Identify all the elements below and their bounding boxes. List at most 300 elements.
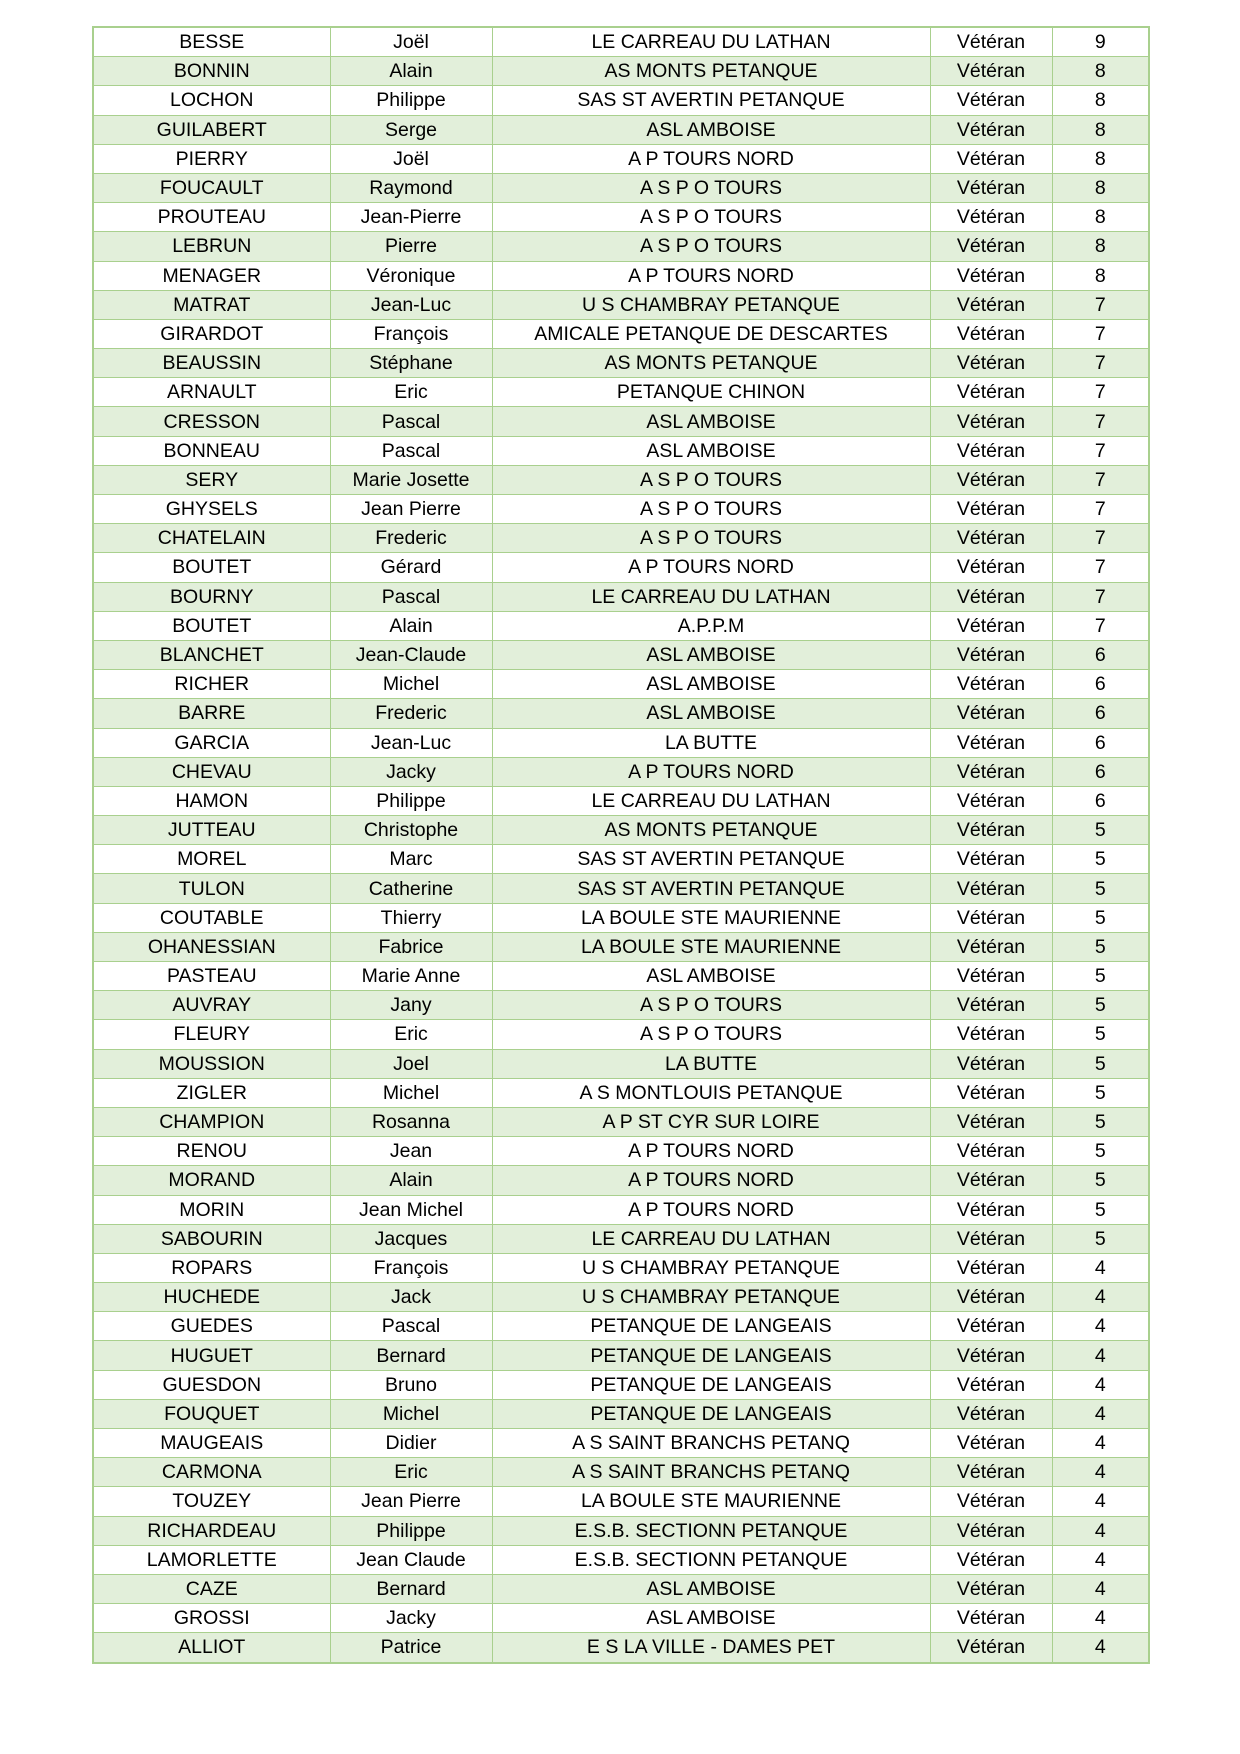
table-row [93,261,1149,290]
points-cell: 7 [1052,553,1149,582]
points-cell: 6 [1052,757,1149,786]
points-cell: 8 [1052,144,1149,173]
table-row [93,524,1149,553]
first-name-cell: Rosanna [330,1107,492,1136]
category-cell: Vétéran [930,495,1052,524]
points-cell: 5 [1052,991,1149,1020]
first-name-cell: Jean-Luc [330,728,492,757]
last-name-cell: FOUCAULT [93,173,330,202]
last-name-cell: COUTABLE [93,903,330,932]
first-name-cell: Pierre [330,232,492,261]
points-cell: 6 [1052,699,1149,728]
last-name-cell: GHYSELS [93,495,330,524]
last-name-cell: PIERRY [93,144,330,173]
club-cell: E S LA VILLE - DAMES PET [492,1633,930,1663]
points-cell: 4 [1052,1487,1149,1516]
category-cell: Vétéran [930,319,1052,348]
table-row [93,1458,1149,1487]
category-cell: Vétéran [930,407,1052,436]
last-name-cell: ALLIOT [93,1633,330,1663]
club-cell: ASL AMBOISE [492,115,930,144]
category-cell: Vétéran [930,1341,1052,1370]
club-cell: A P TOURS NORD [492,261,930,290]
last-name-cell: MENAGER [93,261,330,290]
category-cell: Vétéran [930,1253,1052,1282]
ranking-table [92,26,1150,1664]
first-name-cell: Joël [330,144,492,173]
last-name-cell: BESSE [93,27,330,57]
category-cell: Vétéran [930,757,1052,786]
table-row [93,903,1149,932]
last-name-cell: GARCIA [93,728,330,757]
last-name-cell: LAMORLETTE [93,1545,330,1574]
club-cell: PETANQUE DE LANGEAIS [492,1370,930,1399]
table-row [93,495,1149,524]
table-row [93,1399,1149,1428]
points-cell: 7 [1052,290,1149,319]
last-name-cell: ROPARS [93,1253,330,1282]
first-name-cell: Eric [330,378,492,407]
club-cell: LA BUTTE [492,728,930,757]
table-row [93,144,1149,173]
last-name-cell: MATRAT [93,290,330,319]
last-name-cell: HUCHEDE [93,1283,330,1312]
points-cell: 5 [1052,962,1149,991]
table-row [93,553,1149,582]
points-cell: 5 [1052,1078,1149,1107]
last-name-cell: RENOU [93,1137,330,1166]
category-cell: Vétéran [930,144,1052,173]
last-name-cell: BLANCHET [93,640,330,669]
last-name-cell: GUEDES [93,1312,330,1341]
club-cell: A.P.P.M [492,611,930,640]
points-cell: 5 [1052,1137,1149,1166]
club-cell: AS MONTS PETANQUE [492,57,930,86]
points-cell: 8 [1052,173,1149,202]
club-cell: ASL AMBOISE [492,640,930,669]
club-cell: PETANQUE DE LANGEAIS [492,1341,930,1370]
last-name-cell: RICHARDEAU [93,1516,330,1545]
points-cell: 8 [1052,86,1149,115]
category-cell: Vétéran [930,524,1052,553]
club-cell: LA BOULE STE MAURIENNE [492,1487,930,1516]
points-cell: 5 [1052,903,1149,932]
category-cell: Vétéran [930,874,1052,903]
table-row [93,1604,1149,1633]
club-cell: E.S.B. SECTIONN PETANQUE [492,1516,930,1545]
points-cell: 5 [1052,1107,1149,1136]
category-cell: Vétéran [930,816,1052,845]
category-cell: Vétéran [930,932,1052,961]
club-cell: A S SAINT BRANCHS PETANQ [492,1458,930,1487]
last-name-cell: TULON [93,874,330,903]
last-name-cell: ZIGLER [93,1078,330,1107]
club-cell: LE CARREAU DU LATHAN [492,27,930,57]
points-cell: 7 [1052,582,1149,611]
table-row [93,1341,1149,1370]
last-name-cell: BONNEAU [93,436,330,465]
club-cell: LA BUTTE [492,1049,930,1078]
table-row [93,1049,1149,1078]
points-cell: 5 [1052,1049,1149,1078]
club-cell: ASL AMBOISE [492,962,930,991]
club-cell: SAS ST AVERTIN PETANQUE [492,845,930,874]
club-cell: ASL AMBOISE [492,436,930,465]
last-name-cell: FLEURY [93,1020,330,1049]
category-cell: Vétéran [930,1137,1052,1166]
category-cell: Vétéran [930,1516,1052,1545]
last-name-cell: FOUQUET [93,1399,330,1428]
first-name-cell: François [330,1253,492,1282]
first-name-cell: Jean Claude [330,1545,492,1574]
last-name-cell: CAZE [93,1574,330,1603]
club-cell: U S CHAMBRAY PETANQUE [492,1253,930,1282]
category-cell: Vétéran [930,86,1052,115]
first-name-cell: Alain [330,57,492,86]
points-cell: 4 [1052,1574,1149,1603]
table-row [93,845,1149,874]
first-name-cell: Marie Josette [330,465,492,494]
last-name-cell: MORAND [93,1166,330,1195]
club-cell: A S P O TOURS [492,495,930,524]
last-name-cell: RICHER [93,670,330,699]
table-row [93,874,1149,903]
first-name-cell: Jean Pierre [330,495,492,524]
category-cell: Vétéran [930,670,1052,699]
club-cell: PETANQUE DE LANGEAIS [492,1312,930,1341]
first-name-cell: Véronique [330,261,492,290]
table-row [93,1370,1149,1399]
last-name-cell: LOCHON [93,86,330,115]
category-cell: Vétéran [930,845,1052,874]
last-name-cell: GUESDON [93,1370,330,1399]
points-cell: 7 [1052,465,1149,494]
table-row [93,465,1149,494]
club-cell: PETANQUE DE LANGEAIS [492,1399,930,1428]
category-cell: Vétéran [930,962,1052,991]
club-cell: A P ST CYR SUR LOIRE [492,1107,930,1136]
table-row [93,203,1149,232]
category-cell: Vétéran [930,173,1052,202]
last-name-cell: MOREL [93,845,330,874]
club-cell: A P TOURS NORD [492,553,930,582]
points-cell: 4 [1052,1370,1149,1399]
table-row [93,611,1149,640]
points-cell: 5 [1052,874,1149,903]
club-cell: A S SAINT BRANCHS PETANQ [492,1429,930,1458]
points-cell: 7 [1052,349,1149,378]
points-cell: 5 [1052,816,1149,845]
points-cell: 7 [1052,524,1149,553]
first-name-cell: Michel [330,1399,492,1428]
points-cell: 8 [1052,115,1149,144]
table-row [93,349,1149,378]
category-cell: Vétéran [930,232,1052,261]
club-cell: ASL AMBOISE [492,699,930,728]
points-cell: 4 [1052,1545,1149,1574]
points-cell: 7 [1052,495,1149,524]
table-row [93,757,1149,786]
club-cell: AS MONTS PETANQUE [492,816,930,845]
category-cell: Vétéran [930,1049,1052,1078]
table-row [93,1253,1149,1282]
table-row [93,1429,1149,1458]
club-cell: A P TOURS NORD [492,757,930,786]
first-name-cell: Raymond [330,173,492,202]
first-name-cell: Fabrice [330,932,492,961]
points-cell: 6 [1052,670,1149,699]
last-name-cell: BOURNY [93,582,330,611]
first-name-cell: Stéphane [330,349,492,378]
points-cell: 4 [1052,1429,1149,1458]
first-name-cell: Serge [330,115,492,144]
last-name-cell: JUTTEAU [93,816,330,845]
table-row [93,57,1149,86]
table-row [93,319,1149,348]
points-cell: 7 [1052,319,1149,348]
table-row [93,786,1149,815]
last-name-cell: MOUSSION [93,1049,330,1078]
points-cell: 8 [1052,57,1149,86]
last-name-cell: OHANESSIAN [93,932,330,961]
first-name-cell: Philippe [330,786,492,815]
category-cell: Vétéran [930,1312,1052,1341]
category-cell: Vétéran [930,640,1052,669]
last-name-cell: SERY [93,465,330,494]
points-cell: 7 [1052,378,1149,407]
category-cell: Vétéran [930,1195,1052,1224]
category-cell: Vétéran [930,436,1052,465]
points-cell: 5 [1052,932,1149,961]
points-cell: 5 [1052,845,1149,874]
first-name-cell: Frederic [330,524,492,553]
category-cell: Vétéran [930,465,1052,494]
points-cell: 7 [1052,611,1149,640]
points-cell: 4 [1052,1516,1149,1545]
category-cell: Vétéran [930,1283,1052,1312]
last-name-cell: CARMONA [93,1458,330,1487]
first-name-cell: Jany [330,991,492,1020]
table-row [93,1633,1149,1663]
last-name-cell: CRESSON [93,407,330,436]
club-cell: A S P O TOURS [492,1020,930,1049]
first-name-cell: Michel [330,1078,492,1107]
category-cell: Vétéran [930,349,1052,378]
first-name-cell: Thierry [330,903,492,932]
first-name-cell: Jack [330,1283,492,1312]
last-name-cell: BONNIN [93,57,330,86]
last-name-cell: CHEVAU [93,757,330,786]
club-cell: AS MONTS PETANQUE [492,349,930,378]
last-name-cell: GIRARDOT [93,319,330,348]
table-row [93,962,1149,991]
category-cell: Vétéran [930,1166,1052,1195]
last-name-cell: LEBRUN [93,232,330,261]
table-row [93,1020,1149,1049]
last-name-cell: BOUTET [93,611,330,640]
club-cell: A P TOURS NORD [492,1166,930,1195]
points-cell: 4 [1052,1283,1149,1312]
points-cell: 4 [1052,1399,1149,1428]
last-name-cell: HUGUET [93,1341,330,1370]
club-cell: A S P O TOURS [492,203,930,232]
table-row [93,582,1149,611]
points-cell: 6 [1052,786,1149,815]
points-cell: 4 [1052,1312,1149,1341]
last-name-cell: CHATELAIN [93,524,330,553]
last-name-cell: CHAMPION [93,1107,330,1136]
category-cell: Vétéran [930,728,1052,757]
first-name-cell: Philippe [330,86,492,115]
table-row [93,173,1149,202]
table-row [93,1516,1149,1545]
first-name-cell: Gérard [330,553,492,582]
first-name-cell: Marc [330,845,492,874]
first-name-cell: Catherine [330,874,492,903]
first-name-cell: Joel [330,1049,492,1078]
club-cell: U S CHAMBRAY PETANQUE [492,1283,930,1312]
category-cell: Vétéran [930,1370,1052,1399]
first-name-cell: Jean-Pierre [330,203,492,232]
first-name-cell: Pascal [330,407,492,436]
first-name-cell: Michel [330,670,492,699]
category-cell: Vétéran [930,57,1052,86]
last-name-cell: PASTEAU [93,962,330,991]
category-cell: Vétéran [930,699,1052,728]
category-cell: Vétéran [930,1574,1052,1603]
club-cell: U S CHAMBRAY PETANQUE [492,290,930,319]
last-name-cell: PROUTEAU [93,203,330,232]
category-cell: Vétéran [930,27,1052,57]
table-row [93,232,1149,261]
table-row [93,86,1149,115]
club-cell: SAS ST AVERTIN PETANQUE [492,86,930,115]
table-row [93,27,1149,57]
table-row [93,115,1149,144]
points-cell: 6 [1052,640,1149,669]
table-row [93,1166,1149,1195]
first-name-cell: Bernard [330,1574,492,1603]
first-name-cell: Marie Anne [330,962,492,991]
club-cell: A S P O TOURS [492,524,930,553]
club-cell: SAS ST AVERTIN PETANQUE [492,874,930,903]
points-cell: 6 [1052,728,1149,757]
club-cell: PETANQUE CHINON [492,378,930,407]
last-name-cell: BEAUSSIN [93,349,330,378]
first-name-cell: Alain [330,1166,492,1195]
points-cell: 5 [1052,1020,1149,1049]
last-name-cell: GUILABERT [93,115,330,144]
club-cell: A P TOURS NORD [492,144,930,173]
first-name-cell: Joël [330,27,492,57]
table-row [93,670,1149,699]
category-cell: Vétéran [930,1545,1052,1574]
points-cell: 4 [1052,1341,1149,1370]
club-cell: LA BOULE STE MAURIENNE [492,903,930,932]
category-cell: Vétéran [930,261,1052,290]
category-cell: Vétéran [930,115,1052,144]
category-cell: Vétéran [930,1604,1052,1633]
last-name-cell: GROSSI [93,1604,330,1633]
points-cell: 4 [1052,1253,1149,1282]
club-cell: A S MONTLOUIS PETANQUE [492,1078,930,1107]
table-row [93,407,1149,436]
last-name-cell: BOUTET [93,553,330,582]
category-cell: Vétéran [930,1224,1052,1253]
first-name-cell: Eric [330,1458,492,1487]
club-cell: A S P O TOURS [492,465,930,494]
club-cell: LE CARREAU DU LATHAN [492,582,930,611]
points-cell: 4 [1052,1633,1149,1663]
category-cell: Vétéran [930,903,1052,932]
table-row [93,436,1149,465]
table-row [93,640,1149,669]
first-name-cell: Pascal [330,582,492,611]
table-row [93,1224,1149,1253]
category-cell: Vétéran [930,991,1052,1020]
first-name-cell: Eric [330,1020,492,1049]
first-name-cell: Pascal [330,1312,492,1341]
table-row [93,1487,1149,1516]
club-cell: LE CARREAU DU LATHAN [492,1224,930,1253]
category-cell: Vétéran [930,1107,1052,1136]
first-name-cell: Jacky [330,1604,492,1633]
table-row [93,1137,1149,1166]
last-name-cell: HAMON [93,786,330,815]
points-cell: 8 [1052,261,1149,290]
table-row [93,378,1149,407]
club-cell: A P TOURS NORD [492,1137,930,1166]
club-cell: A S P O TOURS [492,173,930,202]
points-cell: 7 [1052,407,1149,436]
last-name-cell: BARRE [93,699,330,728]
table-row [93,1078,1149,1107]
table-row [93,1545,1149,1574]
club-cell: AMICALE PETANQUE DE DESCARTES [492,319,930,348]
first-name-cell: Jean Pierre [330,1487,492,1516]
club-cell: LA BOULE STE MAURIENNE [492,932,930,961]
last-name-cell: AUVRAY [93,991,330,1020]
category-cell: Vétéran [930,611,1052,640]
club-cell: A S P O TOURS [492,232,930,261]
club-cell: ASL AMBOISE [492,1574,930,1603]
first-name-cell: Bernard [330,1341,492,1370]
first-name-cell: Frederic [330,699,492,728]
club-cell: E.S.B. SECTIONN PETANQUE [492,1545,930,1574]
table-row [93,1312,1149,1341]
points-cell: 7 [1052,436,1149,465]
first-name-cell: François [330,319,492,348]
table-row [93,991,1149,1020]
table-row [93,728,1149,757]
points-cell: 8 [1052,203,1149,232]
last-name-cell: TOUZEY [93,1487,330,1516]
points-cell: 9 [1052,27,1149,57]
club-cell: A P TOURS NORD [492,1195,930,1224]
category-cell: Vétéran [930,1399,1052,1428]
table-row [93,1283,1149,1312]
category-cell: Vétéran [930,1487,1052,1516]
first-name-cell: Christophe [330,816,492,845]
last-name-cell: ARNAULT [93,378,330,407]
table-row [93,1574,1149,1603]
category-cell: Vétéran [930,553,1052,582]
first-name-cell: Jacques [330,1224,492,1253]
last-name-cell: SABOURIN [93,1224,330,1253]
category-cell: Vétéran [930,1078,1052,1107]
first-name-cell: Jean Michel [330,1195,492,1224]
table-row [93,1107,1149,1136]
